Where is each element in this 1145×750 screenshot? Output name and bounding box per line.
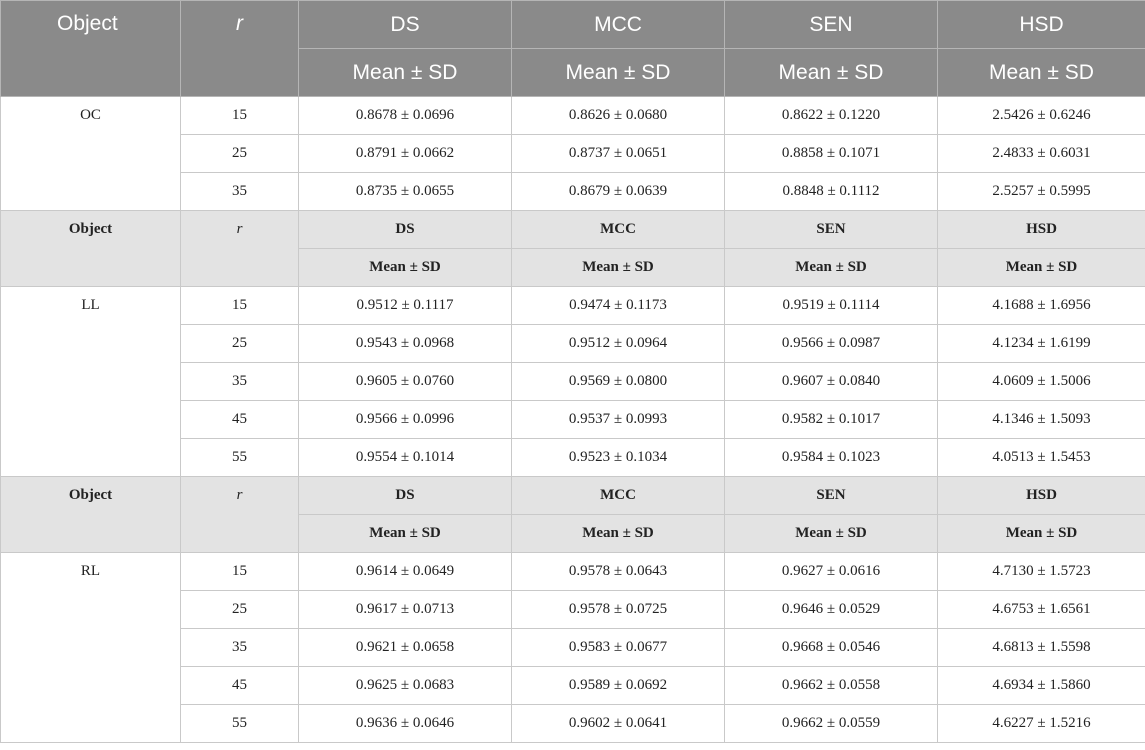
header-stat: Mean ± SD [938, 49, 1145, 97]
cell-hsd: 4.6813 ± 1.5598 [938, 629, 1145, 667]
section-header-stat: Mean ± SD [725, 515, 938, 553]
table-row [1, 553, 1145, 591]
header-mcc: MCC [512, 1, 725, 49]
cell-r: 35 [181, 363, 299, 401]
cell-mcc: 0.9474 ± 0.1173 [512, 287, 725, 325]
section-header-r: r [181, 477, 299, 553]
section-header-stat: Mean ± SD [938, 515, 1145, 553]
cell-mcc: 0.9512 ± 0.0964 [512, 325, 725, 363]
cell-hsd: 2.4833 ± 0.6031 [938, 135, 1145, 173]
section-header-stat: Mean ± SD [512, 515, 725, 553]
section-header-object: Object [1, 477, 181, 553]
table-header-row [1, 1, 1145, 49]
cell-sen: 0.8848 ± 0.1112 [725, 173, 938, 211]
header-hsd: HSD [938, 1, 1145, 49]
cell-hsd: 4.0609 ± 1.5006 [938, 363, 1145, 401]
cell-ds: 0.8678 ± 0.0696 [299, 97, 512, 135]
cell-ds: 0.9566 ± 0.0996 [299, 401, 512, 439]
cell-ds: 0.8791 ± 0.0662 [299, 135, 512, 173]
cell-r: 15 [181, 553, 299, 591]
cell-r: 55 [181, 705, 299, 743]
cell-ds: 0.9512 ± 0.1117 [299, 287, 512, 325]
cell-ds: 0.9617 ± 0.0713 [299, 591, 512, 629]
cell-r: 45 [181, 667, 299, 705]
cell-ds: 0.9543 ± 0.0968 [299, 325, 512, 363]
cell-r: 55 [181, 439, 299, 477]
table-row [1, 97, 1145, 135]
cell-sen: 0.9668 ± 0.0546 [725, 629, 938, 667]
cell-ds: 0.8735 ± 0.0655 [299, 173, 512, 211]
section-header-ds: DS [299, 211, 512, 249]
cell-sen: 0.9662 ± 0.0559 [725, 705, 938, 743]
cell-mcc: 0.8679 ± 0.0639 [512, 173, 725, 211]
cell-r: 35 [181, 629, 299, 667]
cell-hsd: 4.6753 ± 1.6561 [938, 591, 1145, 629]
cell-sen: 0.9607 ± 0.0840 [725, 363, 938, 401]
header-stat: Mean ± SD [512, 49, 725, 97]
cell-ds: 0.9554 ± 0.1014 [299, 439, 512, 477]
cell-r: 25 [181, 325, 299, 363]
cell-mcc: 0.9602 ± 0.0641 [512, 705, 725, 743]
group-label-rl: RL [1, 553, 181, 743]
section-header-hsd: HSD [938, 477, 1145, 515]
cell-mcc: 0.9578 ± 0.0725 [512, 591, 725, 629]
cell-r: 25 [181, 591, 299, 629]
table-row [1, 287, 1145, 325]
cell-hsd: 4.6934 ± 1.5860 [938, 667, 1145, 705]
section-header-hsd: HSD [938, 211, 1145, 249]
cell-sen: 0.9627 ± 0.0616 [725, 553, 938, 591]
section-header-stat: Mean ± SD [299, 515, 512, 553]
header-ds: DS [299, 1, 512, 49]
section-header-r: r [181, 211, 299, 287]
cell-mcc: 0.8737 ± 0.0651 [512, 135, 725, 173]
section-header-sen: SEN [725, 477, 938, 515]
cell-ds: 0.9614 ± 0.0649 [299, 553, 512, 591]
cell-mcc: 0.9523 ± 0.1034 [512, 439, 725, 477]
group-label-oc: OC [1, 97, 181, 211]
header-stat: Mean ± SD [725, 49, 938, 97]
group-label-ll: LL [1, 287, 181, 477]
cell-mcc: 0.8626 ± 0.0680 [512, 97, 725, 135]
cell-hsd: 4.1234 ± 1.6199 [938, 325, 1145, 363]
cell-r: 25 [181, 135, 299, 173]
cell-sen: 0.9662 ± 0.0558 [725, 667, 938, 705]
cell-ds: 0.9625 ± 0.0683 [299, 667, 512, 705]
cell-sen: 0.8858 ± 0.1071 [725, 135, 938, 173]
cell-r: 35 [181, 173, 299, 211]
header-object: Object [1, 1, 181, 97]
section-header-row [1, 211, 1145, 249]
cell-r: 45 [181, 401, 299, 439]
cell-sen: 0.9584 ± 0.1023 [725, 439, 938, 477]
cell-hsd: 4.6227 ± 1.5216 [938, 705, 1145, 743]
cell-sen: 0.9519 ± 0.1114 [725, 287, 938, 325]
cell-hsd: 2.5257 ± 0.5995 [938, 173, 1145, 211]
cell-mcc: 0.9583 ± 0.0677 [512, 629, 725, 667]
section-header-ds: DS [299, 477, 512, 515]
cell-sen: 0.9566 ± 0.0987 [725, 325, 938, 363]
cell-ds: 0.9621 ± 0.0658 [299, 629, 512, 667]
cell-mcc: 0.9589 ± 0.0692 [512, 667, 725, 705]
cell-hsd: 4.7130 ± 1.5723 [938, 553, 1145, 591]
cell-hsd: 4.1688 ± 1.6956 [938, 287, 1145, 325]
cell-mcc: 0.9569 ± 0.0800 [512, 363, 725, 401]
header-sen: SEN [725, 1, 938, 49]
cell-hsd: 4.0513 ± 1.5453 [938, 439, 1145, 477]
section-header-mcc: MCC [512, 477, 725, 515]
section-header-sen: SEN [725, 211, 938, 249]
section-header-row [1, 477, 1145, 515]
cell-hsd: 4.1346 ± 1.5093 [938, 401, 1145, 439]
section-header-object: Object [1, 211, 181, 287]
header-stat: Mean ± SD [299, 49, 512, 97]
cell-r: 15 [181, 287, 299, 325]
cell-sen: 0.9646 ± 0.0529 [725, 591, 938, 629]
header-r: r [181, 1, 299, 97]
section-header-mcc: MCC [512, 211, 725, 249]
cell-sen: 0.8622 ± 0.1220 [725, 97, 938, 135]
cell-mcc: 0.9578 ± 0.0643 [512, 553, 725, 591]
section-header-stat: Mean ± SD [938, 249, 1145, 287]
section-header-stat: Mean ± SD [299, 249, 512, 287]
cell-mcc: 0.9537 ± 0.0993 [512, 401, 725, 439]
cell-sen: 0.9582 ± 0.1017 [725, 401, 938, 439]
cell-hsd: 2.5426 ± 0.6246 [938, 97, 1145, 135]
section-header-stat: Mean ± SD [512, 249, 725, 287]
cell-r: 15 [181, 97, 299, 135]
cell-ds: 0.9636 ± 0.0646 [299, 705, 512, 743]
cell-ds: 0.9605 ± 0.0760 [299, 363, 512, 401]
section-header-stat: Mean ± SD [725, 249, 938, 287]
